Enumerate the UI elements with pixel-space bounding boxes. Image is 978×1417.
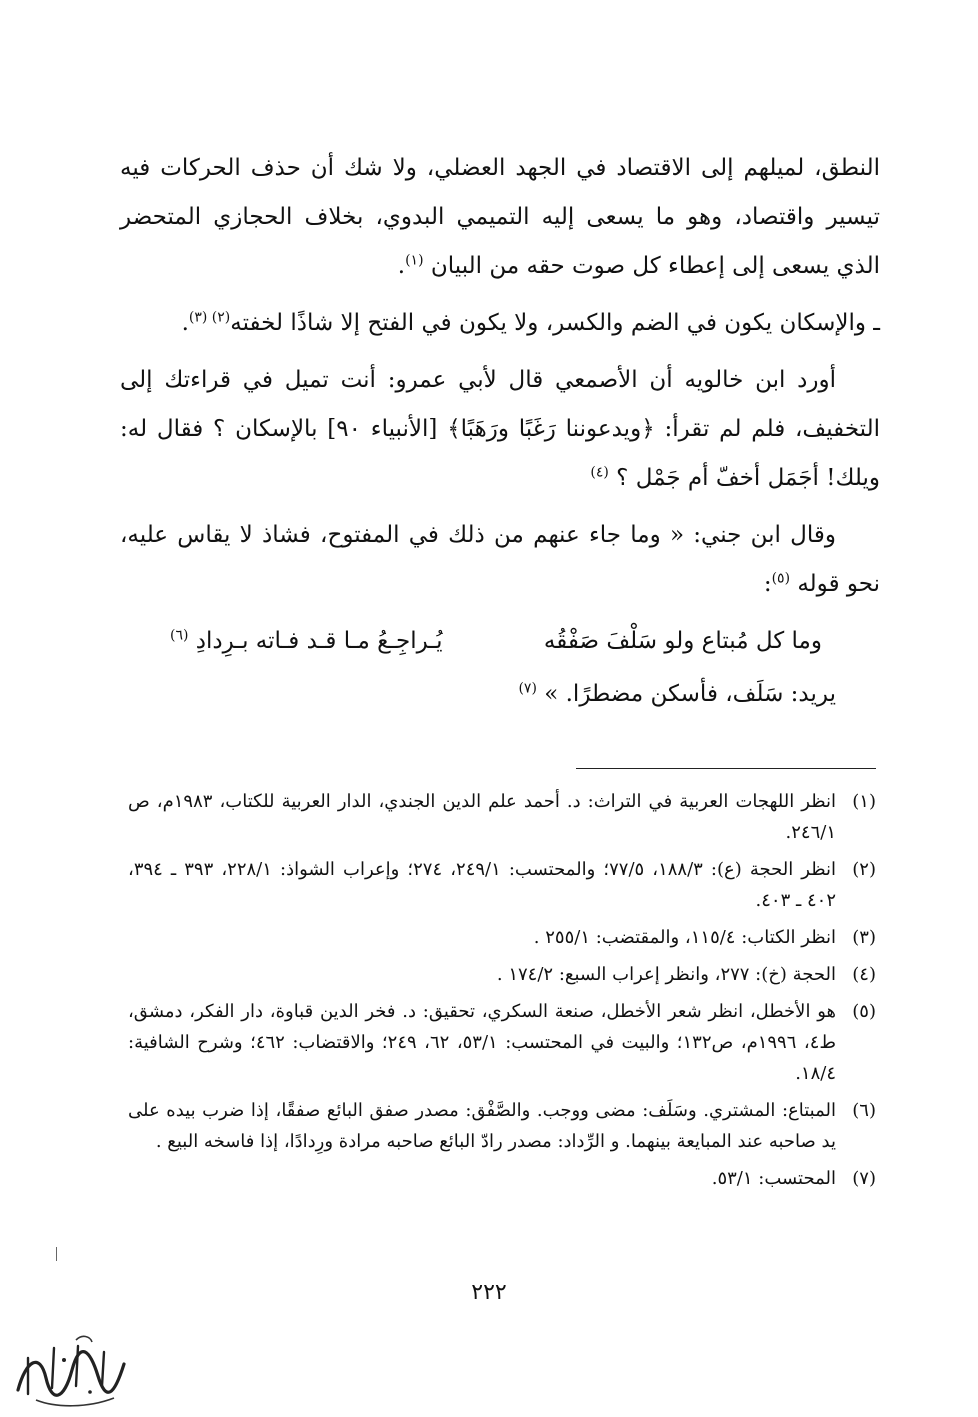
footnote-text: انظر اللهجات العربية في التراث: د. أحمد علم الدين الجندي، الدار العربية للكتاب، ١٩٨٣م، ص ٢٤٦/١. (128, 791, 836, 843)
margin-mark (56, 1247, 57, 1261)
footnote-text: انظر الحجة (ع): ١٨٨/٣، ٧٧/٥؛ والمحتسب: ٢٤٩/١، ٢٧٤؛ وإعراب الشواذ: ٢٢٨/١، ٣٩٣ ـ ٣٩٤، ٤٠٢ ـ ٤٠٣. (128, 859, 836, 911)
footnotes (128, 786, 876, 1200)
footnote-text: الحجة (خ): ٢٧٧، وانظر إعراب السبع: ١٧٤/٢ . (496, 964, 836, 985)
paragraph-5 (120, 670, 880, 719)
footnote-number: (٢) (852, 859, 876, 880)
footnote-item (128, 854, 876, 916)
paragraph-2: ـ والإسكان يكون في الضم والكسر، ولا يكون في الفتح إلا شاذًا لخفته$^{(٢) (٣)}$. (181, 309, 880, 336)
footnote-item (128, 922, 876, 953)
footnote-text: انظر الكتاب: ١١٥/٤، والمقتضب: ٢٥٥/١ . (533, 927, 836, 948)
footnote-number: (٣) (852, 927, 876, 948)
footnote-ref-7: (٧) (518, 680, 537, 697)
footnote-text: المبتاع: المشتري. وسَلَف: مضى ووجب. والصَّفْق: مصدر صفق البائع صفقًا، إذا ضرب بيده على يد صاحبه عند المبايعة بينهما. و الرِّداد: مصدر رادّ البائع صاحبه مرادة ورِدادًا، إذا فاسخه البيع . (128, 1100, 836, 1152)
verse-second-hemistich (170, 617, 443, 666)
paragraph-1-text: النطق، لميلهم إلى الاقتصاد في الجهد العضلي، ولا شك أن حذف الحركات فيه تيسير واقتصاد، وهو ما يسعى إليه التميمي البدوي، بخلاف الحجازي المتحضر الذي يسعى إلى إعطاء كل صوت حقه من البيان (120, 155, 880, 279)
poetry-verse (120, 617, 880, 666)
main-text (120, 144, 880, 727)
footnote-ref-1: (١) (405, 252, 424, 269)
footnote-item (128, 786, 876, 848)
paragraph-5-text: يريد: سَلَف، فأسكن مضطرًا. » (544, 681, 836, 707)
footnote-number: (١) (852, 791, 876, 812)
paragraph-1: النطق، لميلهم إلى الاقتصاد في الجهد العضلي، ولا شك أن حذف الحركات فيه تيسير واقتصاد، وهو ما يسعى إليه التميمي البدوي، بخلاف الحجازي المتحضر الذي يسعى إلى إعطاء كل صوت حقه من البيان $^{(١)}$. (120, 155, 880, 279)
footnote-ref-4: (٤) (590, 464, 609, 481)
footnote-ref-6: (٦) (170, 627, 189, 644)
verse-first-hemistich: وما كل مُبتاع ولو سَلْفَ صَفْقُه (543, 628, 822, 654)
footnote-item (128, 996, 876, 1089)
footnote-divider (576, 768, 876, 769)
footnote-number: (٦) (852, 1100, 876, 1121)
footnote-ref-5: (٥) (771, 570, 791, 587)
paragraph-3-text: أورد ابن خالويه أن الأصمعي قال لأبي عمرو: أنت تميل في قراءتك إلى التخفيف، فلم لم تقرأ: ﴿ويدعوننا رَغَبًا ورَهَبًا﴾ [الأنبياء ٩٠] بالإسكان ؟ فقال له: ويلك! أجَمَل أخفّ أم جَمْل ؟ (120, 367, 880, 491)
footnote-text: هو الأخطل، انظر شعر الأخطل، صنعة السكري، تحقيق: د. فخر الدين قباوة، دار الفكر، دمشق، ط٤، ١٩٩٦م، ص١٣٢؛ والبيت في المحتسب: ٥٣/١، ٦٢، ٢٤٩؛ والاقتضاب: ٤٦٢؛ وشرح الشافية: ١٨/٤. (128, 1001, 837, 1084)
paragraph-2-text: ـ والإسكان يكون في الضم والكسر، ولا يكون في الفتح إلا شاذًا لخفته (230, 310, 880, 336)
footnote-ref-2-3: (٢) (٣) (188, 309, 231, 326)
footnote-number: (٧) (852, 1168, 876, 1189)
footnote-number: (٤) (852, 964, 876, 985)
footnote-text: المحتسب: ٥٣/١. (711, 1168, 836, 1189)
verse-second-text: يُـراجِـعُ مـا قـد فـاته بـرِدادِ (195, 628, 443, 654)
footnote-item (128, 1163, 876, 1194)
paragraph-4: وقال ابن جني: « وما جاء عنهم من ذلك في المفتوح، فشاذ لا يقاس عليه، نحو قوله $^{(٥)}$: (120, 522, 880, 597)
footnote-item (128, 959, 876, 990)
footnote-number: (٥) (852, 1001, 876, 1022)
footnote-item (128, 1095, 876, 1157)
paragraph-3 (120, 356, 880, 503)
page-number: ٢٢٢ (471, 1280, 507, 1305)
paragraph-4-text: وقال ابن جني: « وما جاء عنهم من ذلك في المفتوح، فشاذ لا يقاس عليه، نحو قوله (120, 522, 880, 597)
calligraphy-stamp-logo (6, 1330, 134, 1412)
